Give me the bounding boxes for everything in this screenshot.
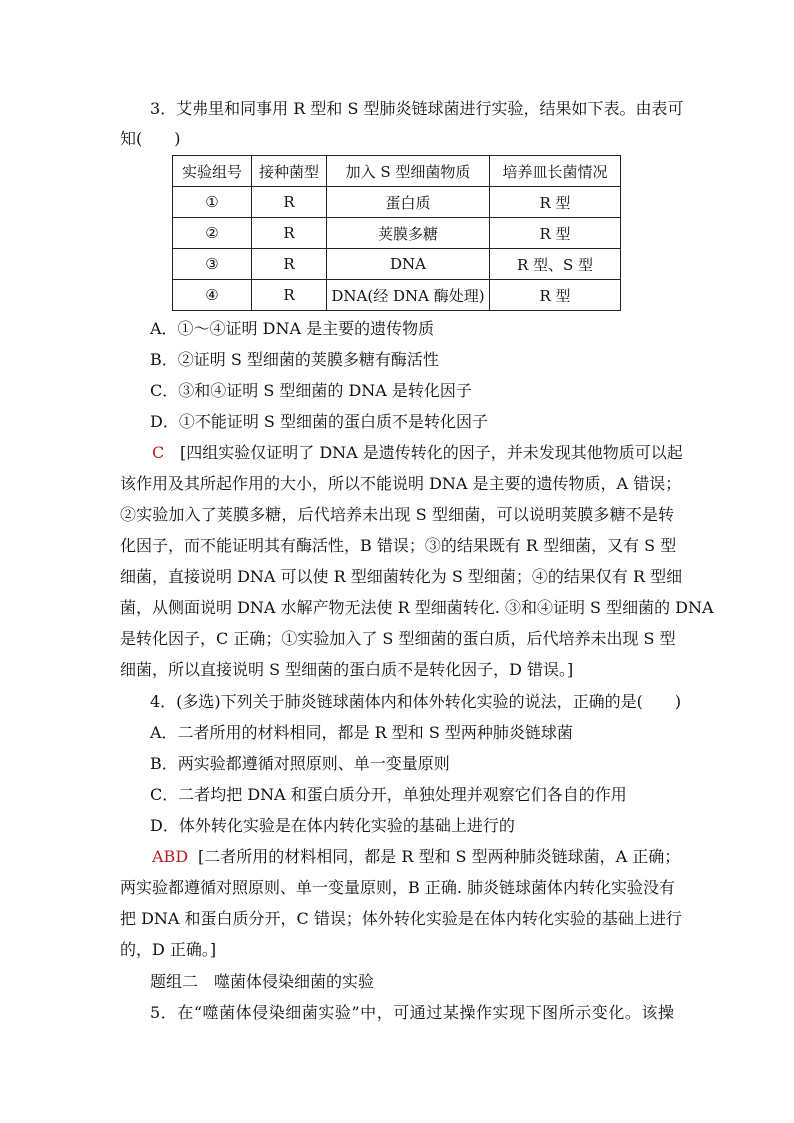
table-cell: R 型 [490, 218, 621, 249]
q3-explanation-line: 菌，从侧面说明 DNA 水解产物无法使 R 型细菌转化. ③和④证明 S 型细菌的 DNA [120, 598, 714, 617]
table-row [173, 187, 621, 218]
table-cell: ② [173, 218, 252, 249]
table-cell: ① [173, 187, 252, 218]
table-cell: R [252, 280, 327, 311]
q4-option-b: B．两实验都遵循对照原则、单一变量原则 [150, 754, 450, 773]
table-cell: R 型、S 型 [490, 249, 621, 280]
q3-option-d: D．①不能证明 S 型细菌的蛋白质不是转化因子 [150, 412, 488, 431]
q3-stem-line1: 3．艾弗里和同事用 R 型和 S 型肺炎链球菌进行实验，结果如下表。由表可 [150, 99, 684, 118]
q4-answer: ABD [152, 847, 189, 866]
table-cell: ④ [173, 280, 252, 311]
q3-option-c: C．③和④证明 S 型细菌的 DNA 是转化因子 [150, 381, 472, 400]
q4-stem: 4．(多选)下列关于肺炎链球菌体内和体外转化实验的说法，正确的是( ) [150, 692, 682, 711]
table-header-cell: 加入 S 型细菌物质 [327, 156, 490, 187]
table-cell: ③ [173, 249, 252, 280]
q3-explanation-line: ②实验加入了荚膜多糖，后代培养未出现 S 型细菌，可以说明荚膜多糖不是转 [120, 505, 674, 524]
table-cell: R 型 [490, 187, 621, 218]
table-row [173, 280, 621, 311]
q3-explanation-line: [四组实验仅证明了 DNA 是遗传转化的因子，并未发现其他物质可以起 [180, 443, 683, 462]
q3-explanation-line: 化因子，而不能证明其有酶活性，B 错误；③的结果既有 R 型细菌，又有 S 型 [120, 536, 677, 555]
q3-explanation-line: 是转化因子，C 正确；①实验加入了 S 型细菌的蛋白质，后代培养未出现 S 型 [120, 629, 676, 648]
q3-option-b: B．②证明 S 型细菌的荚膜多糖有酶活性 [150, 350, 439, 369]
q3-answer: C [152, 443, 165, 462]
table-cell: 荚膜多糖 [327, 218, 490, 249]
table-cell: R [252, 249, 327, 280]
table-cell: DNA [327, 249, 490, 280]
table-cell: R [252, 187, 327, 218]
q5-stem-line1: 5．在“噬菌体侵染细菌实验”中，可通过某操作实现下图所示变化。该操 [150, 1003, 674, 1022]
q4-option-c: C．二者均把 DNA 和蛋白质分开，单独处理并观察它们各自的作用 [150, 785, 627, 804]
table-header-row [173, 156, 621, 187]
table-header-cell: 培养皿长菌情况 [490, 156, 621, 187]
table-cell: DNA(经 DNA 酶处理) [327, 280, 490, 311]
q4-explanation-line: [二者所用的材料相同，都是 R 型和 S 型两种肺炎链球菌，A 正确； [198, 847, 681, 866]
table-row [173, 218, 621, 249]
q3-explanation-line: 细菌，所以直接说明 S 型细菌的蛋白质不是转化因子，D 错误。] [120, 660, 574, 679]
table-cell: R 型 [490, 280, 621, 311]
section-heading: 题组二 噬菌体侵染细菌的实验 [150, 972, 375, 991]
table-header-cell: 接种菌型 [252, 156, 327, 187]
q3-explanation-line: 细菌，直接说明 DNA 可以使 R 型细菌转化为 S 型细菌；④的结果仅有 R 型细 [120, 567, 683, 586]
table-row [173, 249, 621, 280]
q4-explanation-line: 的，D 正确。] [120, 940, 217, 959]
q3-option-a: A．①～④证明 DNA 是主要的遗传物质 [150, 319, 435, 338]
table-header-cell: 实验组号 [173, 156, 252, 187]
q4-explanation-line: 把 DNA 和蛋白质分开，C 错误；体外转化实验是在体内转化实验的基础上进行 [120, 909, 682, 928]
table-cell: 蛋白质 [327, 187, 490, 218]
q3-stem-line2: 知( ) [120, 129, 181, 148]
q3-explanation-line: 该作用及其所起作用的大小，所以不能说明 DNA 是主要的遗传物质，A 错误； [120, 474, 682, 493]
q4-option-a: A．二者所用的材料相同，都是 R 型和 S 型两种肺炎链球菌 [150, 723, 573, 742]
q4-explanation-line: 两实验都遵循对照原则、单一变量原则，B 正确. 肺炎链球菌体内转化实验没有 [120, 878, 676, 897]
table-cell: R [252, 218, 327, 249]
q4-option-d: D．体外转化实验是在体内转化实验的基础上进行的 [150, 816, 515, 835]
experiment-table [172, 155, 621, 311]
